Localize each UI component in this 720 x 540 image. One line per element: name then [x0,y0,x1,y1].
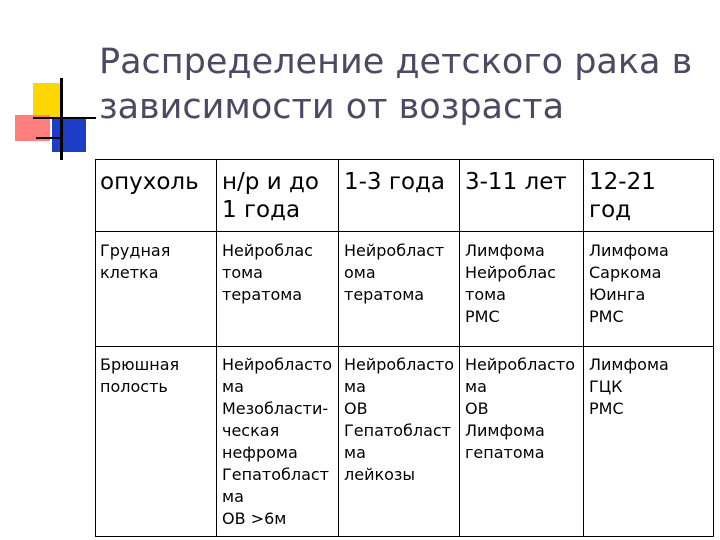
cell-line: Лимфома [465,241,545,260]
cell-line: РМС [589,399,624,418]
row-label-abdomen [100,354,215,398]
cell-line: Нейробласто [465,355,576,374]
row-label-line: клетка [100,263,159,282]
row-label-line: Грудная [100,241,171,260]
cell-line: тератома [222,285,303,304]
cell-line: тератома [344,285,425,304]
cell-abdomen-3-11 [465,354,582,464]
cell-line: Мезобласти- [222,399,329,418]
decor-blue-square [52,118,86,152]
header-tumor [100,168,215,196]
cell-line: ма [222,377,244,396]
cell-line: Саркома [589,263,662,282]
cell-line: ОВ [465,399,489,418]
cell-line: гепатома [465,443,545,462]
column-divider [583,160,584,536]
cell-line: ГЦК [589,377,623,396]
cell-chest-newborn [222,240,337,306]
cell-line: лейкозы [344,465,416,484]
cell-chest-3-11 [465,240,582,328]
header-1-3-text: 1-3 года [344,169,446,195]
cell-abdomen-1-3 [344,354,459,486]
cell-line: Лимфома [589,241,669,260]
decor-yellow-square [33,83,63,117]
cell-line: ма [344,443,366,462]
cell-line: ма [465,377,487,396]
slide-title-line-1: Распределение детского рака в [99,42,693,82]
header-12-21 [589,168,709,224]
header-newborn-line-1: н/р и до [222,169,319,195]
cell-line: Нейробласто [222,355,333,374]
decor-horizontal-line-short [36,137,62,139]
cell-line: Нейробласто [344,355,455,374]
slide-title-line-2: зависимости от возраста [99,87,565,127]
header-row-divider [96,231,713,232]
row-label-line: полость [100,377,168,396]
row-divider [96,346,713,347]
header-12-21-line-1: 12-21 [589,169,656,195]
header-1-3 [344,168,459,196]
cell-line: Гепатобласт [344,421,451,440]
header-newborn [222,168,337,224]
row-label-chest [100,240,215,284]
cell-chest-12-21 [589,240,709,328]
cell-line: ма [222,487,244,506]
row-label-line: Брюшная [100,355,180,374]
cancer-distribution-table [95,159,714,537]
header-12-21-line-2: год [589,197,632,223]
column-divider [216,160,217,536]
cell-line: РМС [465,307,500,326]
cell-line: Лимфома [465,421,545,440]
cell-line: Нейроблас [222,241,313,260]
cell-chest-1-3 [344,240,459,306]
header-newborn-line-2: 1 года [222,197,301,223]
cell-line: РМС [589,307,624,326]
header-tumor-text: опухоль [100,169,199,195]
decor-vertical-line [60,78,63,160]
cell-line: ома [344,263,376,282]
cell-line: Нейробласт [344,241,445,260]
cell-abdomen-12-21 [589,354,709,420]
header-3-11-text: 3-11 лет [465,169,567,195]
cell-line: Гепатобласт [222,465,329,484]
cell-line: Юинга [589,285,646,304]
cell-line: тома [222,263,263,282]
cell-line: Лимфома [589,355,669,374]
cell-line: тома [465,285,506,304]
cell-line: Нейроблас [465,263,556,282]
cell-line: ОВ >6м [222,509,287,528]
slide-title [99,40,699,130]
column-divider [338,160,339,536]
cell-line: ОВ [344,399,368,418]
cell-abdomen-newborn [222,354,337,530]
cell-line: ма [344,377,366,396]
cell-line: нефрома [222,443,298,462]
column-divider [459,160,460,536]
cell-line: ческая [222,421,280,440]
header-3-11 [465,168,582,196]
decor-horizontal-line [33,117,96,119]
